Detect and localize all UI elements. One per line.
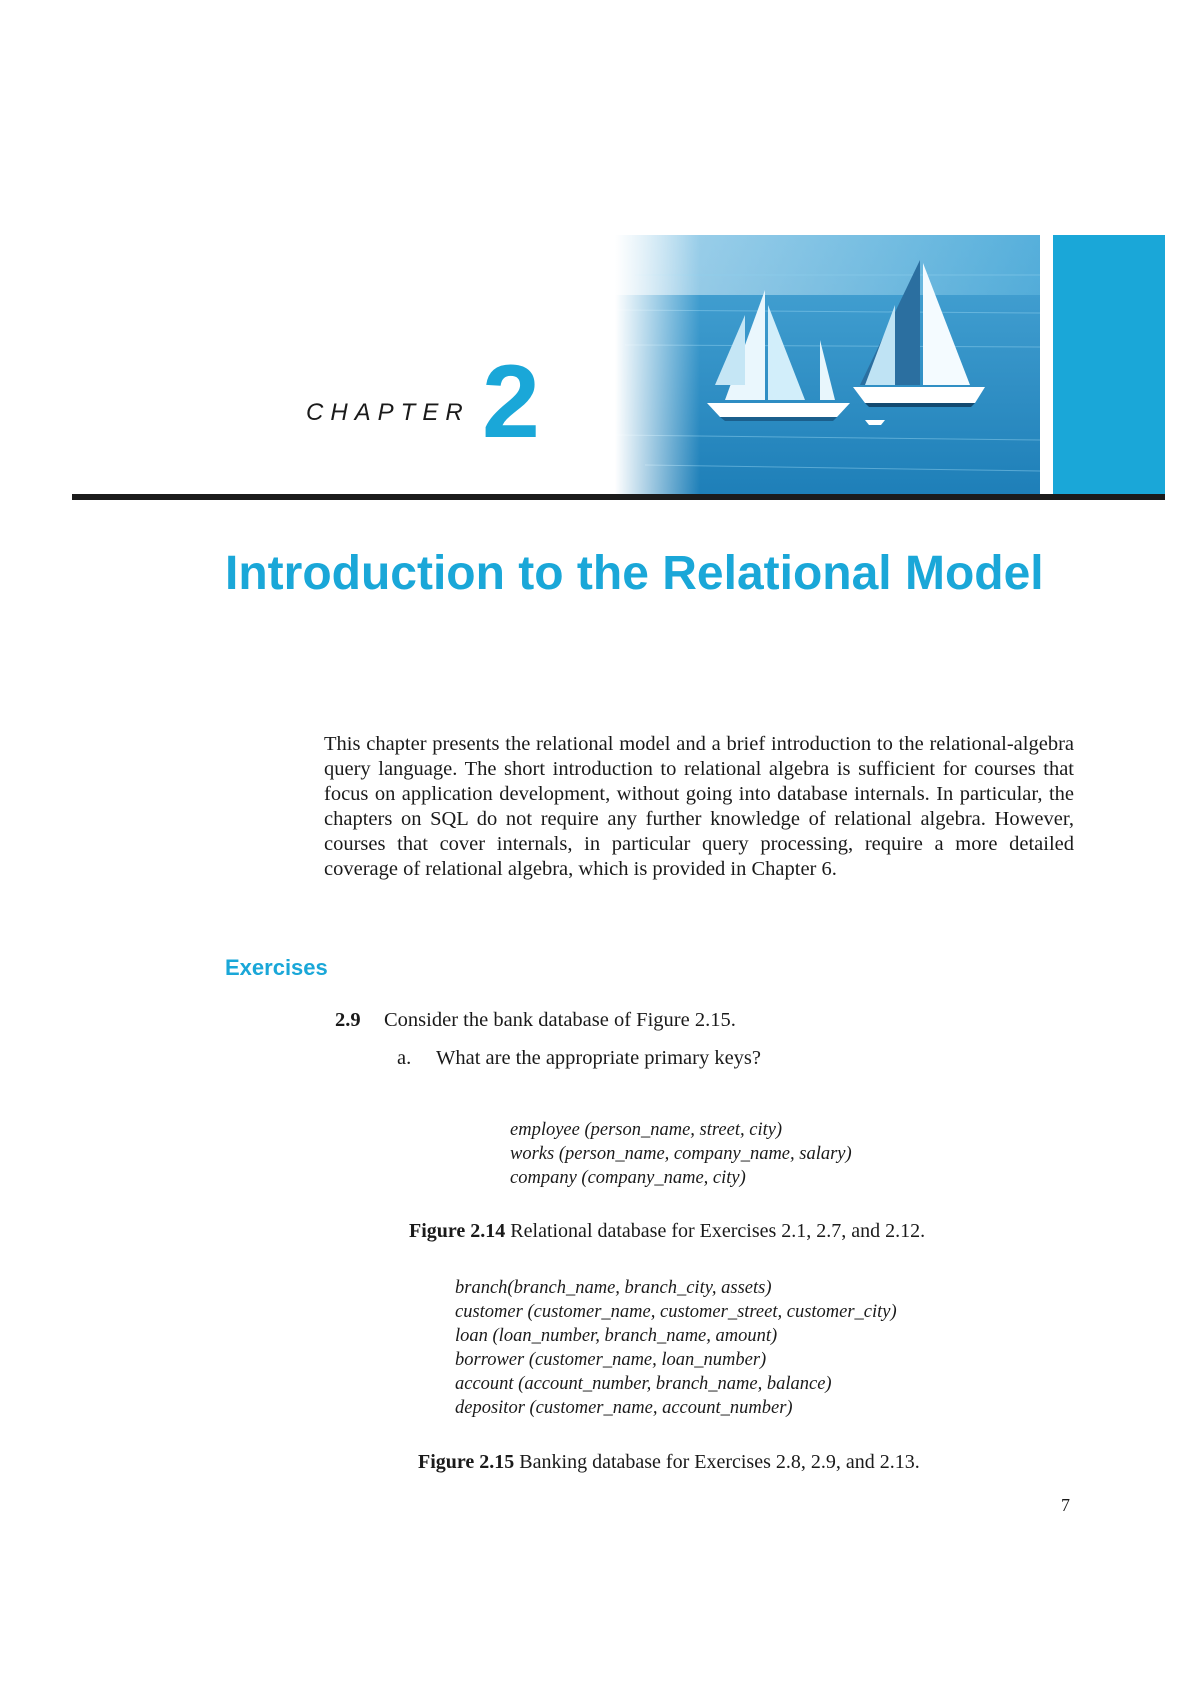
intro-paragraph: This chapter presents the relational model and a brief introduction to the relational-algebra query language. The short introduction to relational algebra is sufficient for courses that focus on application development, without going into database internals. In particular, the chapters on SQL do not require any further knowledge of relational algebra. However, courses that cover internals, in particular query processing, require a more detailed coverage of relational algebra, which is provided in Chapter 6. <box>324 733 1074 880</box>
caption-label: Figure 2.14 <box>409 1220 506 1242</box>
exercises-heading: Exercises <box>225 955 328 980</box>
schema-line: employee (person_name, street, city) <box>510 1120 783 1140</box>
schema-line: borrower (customer_name, loan_number) <box>455 1350 767 1370</box>
schema-line: customer (customer_name, customer_street, customer_city) <box>455 1302 897 1322</box>
schema-line: company (company_name, city) <box>510 1168 746 1188</box>
chapter-title: Introduction to the Relational Model <box>225 547 1044 600</box>
caption-label: Figure 2.15 <box>418 1451 515 1473</box>
exercise-sub-text: What are the appropriate primary keys? <box>436 1047 761 1069</box>
sailboats-photo <box>615 235 1040 495</box>
schema-line: account (account_number, branch_name, balance) <box>455 1374 832 1394</box>
exercise-sub-label: a. <box>397 1047 412 1069</box>
schema-line: loan (loan_number, branch_name, amount) <box>455 1326 778 1346</box>
chapter-accent-bar <box>1053 235 1165 497</box>
schema-line: branch(branch_name, branch_city, assets) <box>455 1278 772 1298</box>
figure-2-14-caption <box>409 1219 925 1244</box>
figure-2-14-schema <box>510 1118 852 1190</box>
chapter-number: 2 <box>482 344 540 460</box>
caption-text: Banking database for Exercises 2.8, 2.9, and 2.13. <box>514 1451 920 1473</box>
figure-2-15-schema <box>455 1276 897 1420</box>
page-number: 7 <box>1061 1495 1070 1515</box>
exercise-text: Consider the bank database of Figure 2.15. <box>384 1009 736 1031</box>
schema-line: depositor (customer_name, account_number) <box>455 1398 793 1418</box>
figure-2-15-caption <box>418 1450 920 1475</box>
schema-line: works (person_name, company_name, salary) <box>510 1144 852 1164</box>
chapter-label: CHAPTER <box>306 399 470 426</box>
exercise-number: 2.9 <box>335 1009 361 1031</box>
header-rule <box>72 494 1165 500</box>
caption-text: Relational database for Exercises 2.1, 2.7, and 2.12. <box>505 1220 926 1242</box>
